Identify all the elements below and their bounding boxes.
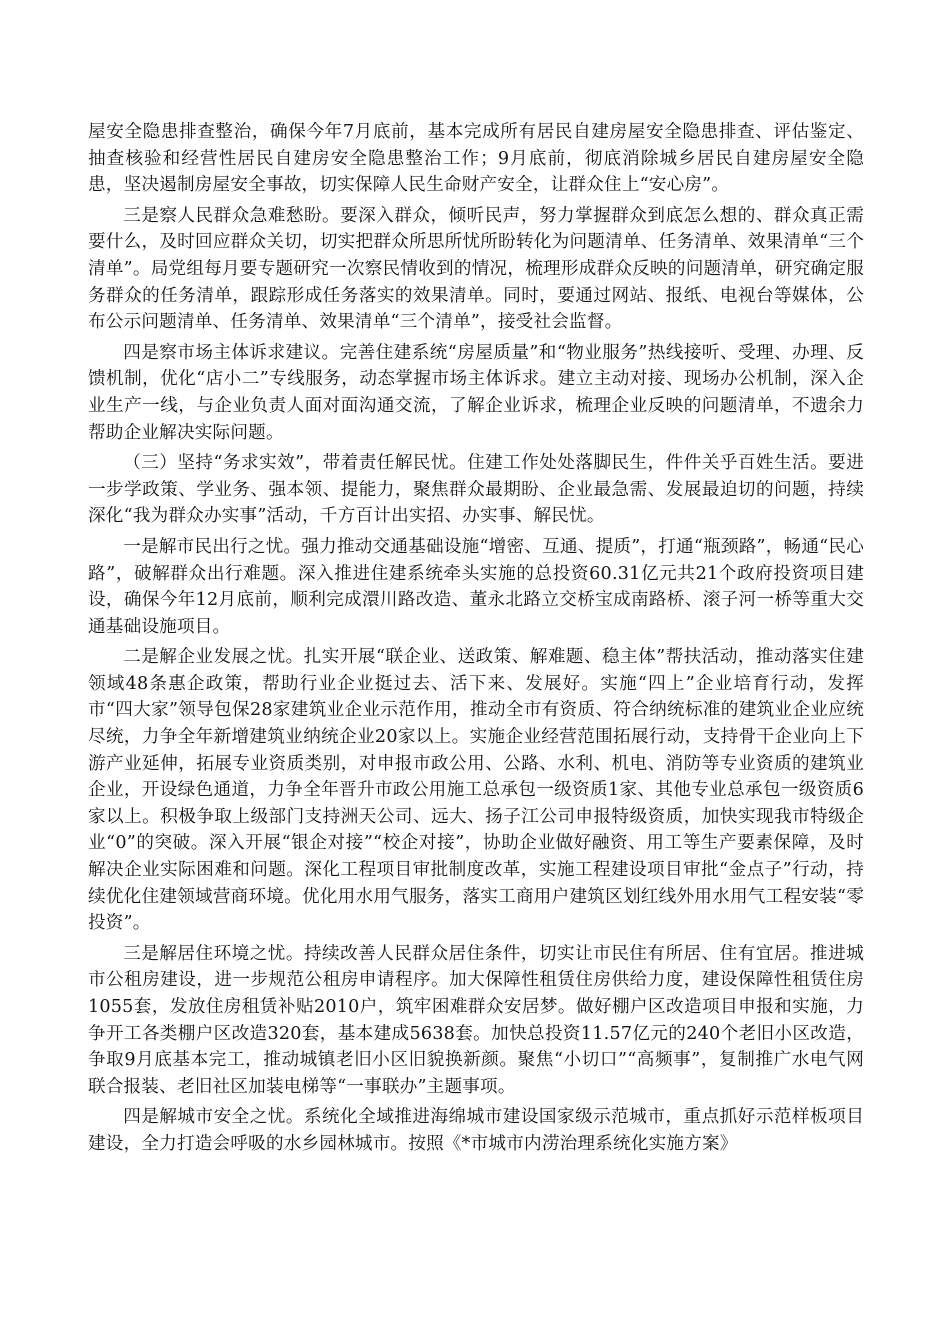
body-paragraph: （三）坚持“务求实效”，带着责任解民忧。住建工作处处落脚民生，件件关乎百姓生活。要进一步学政策、学业务、强本领、提能力，聚焦群众最期盼、企业最急需、发展最迫切的问题，持续深化“我为群众办实事”活动，千方百计出实招、办实事、解民忧。 — [88, 453, 864, 527]
body-paragraph: 三是察人民群众急难愁盼。要深入群众，倾听民声，努力掌握群众到底怎么想的、群众真正需要什么，及时回应群众关切，切实把群众所思所忧所盼转化为问题清单、任务清单、效果清单“三个清单”。局党组每月要专题研究一次察民情收到的情况，梳理形成群众反映的问题清单，研究确定服务群众的任务清单，跟踪形成任务落实的效果清单。同时，要通过网站、报纸、电视台等媒体，公布公示问题清单、任务清单、效果清单“三个清单”，接受社会监督。 — [88, 205, 864, 333]
body-paragraph: 二是解企业发展之忧。扎实开展“联企业、送政策、解难题、稳主体”帮扶活动，推动落实住建领域48条惠企政策，帮助行业企业挺过去、活下来、发展好。实施“四上”企业培育行动，发挥市“四大家”领导包保28家建筑业企业示范作用，推动全市有资质、符合纳统标准的建筑业企业应统尽统，力争全年新增建筑业纳统企业20家以上。实施企业经营范围拓展行动，支持骨干企业向上下游产业延伸，拓展专业资质类别，对申报市政公用、公路、水利、机电、消防等专业资质的建筑业企业，开设绿色通道，力争全年晋升市政公用施工总承包一级资质1家、其他专业总承包一级资质6家以上。积极争取上级部门支持洲天公司、远大、扬子江公司申报特级资质，加快实现我市特级企业“0”的突破。深入开展“银企对接”“校企对接”，协助企业做好融资、用工等生产要素保障，及时解决企业实际困难和问题。深化工程项目审批制度改革，实施工程建设项目审批“金点子”行动，持续优化住建领域营商环境。优化用水用气服务，落实工商用户建筑区划红线外用水用气工程安装“零投资”。 — [88, 647, 864, 934]
body-paragraph: 一是解市民出行之忧。强力推动交通基础设施“增密、互通、提质”，打通“瓶颈路”，畅通“民心路”，破解群众出行难题。深入推进住建系统牵头实施的总投资60.31亿元共21个政府投资项目建设，确保今年12月底前，顺利完成澴川路改造、董永北路立交桥宝成南路桥、滚子河一桥等重大交通基础设施项目。 — [88, 536, 864, 637]
body-paragraph: 三是解居住环境之忧。持续改善人民群众居住条件，切实让市民住有所居、住有宜居。推进城市公租房建设，进一步规范公租房申请程序。加大保障性租赁住房供给力度，建设保障性租赁住房1055套，发放住房租赁补贴2010户，筑牢困难群众安居梦。做好棚户区改造项目申报和实施，力争开工各类棚户区改造320套，基本建成5638套。加快总投资11.57亿元的240个老旧小区改造，争取9月底基本完工，推动城镇老旧小区旧貌换新颜。聚焦“小切口”“高频事”，复制推广水电气网联合报装、老旧社区加装电梯等“一事联办”主题事项。 — [88, 943, 864, 1097]
body-paragraph: 四是解城市安全之忧。系统化全域推进海绵城市建设国家级示范城市，重点抓好示范样板项目建设，全力打造会呼吸的水乡园林城市。按照《*市城市内涝治理系统化实施方案》 — [88, 1107, 864, 1154]
body-paragraph: 屋安全隐患排查整治，确保今年7月底前，基本完成所有居民自建房屋安全隐患排查、评估鉴定、抽查核验和经营性居民自建房安全隐患整治工作；9月底前，彻底消除城乡居民自建房屋安全隐患，坚决遏制房屋安全事故，切实保障人民生命财产安全，让群众住上“安心房”。 — [88, 122, 864, 196]
document-body — [88, 119, 864, 1162]
body-paragraph: 四是察市场主体诉求建议。完善住建系统“房屋质量”和“物业服务”热线接听、受理、办理、反馈机制，优化“店小二”专线服务，动态掌握市场主体诉求。建立主动对接、现场办公机制，深入企业生产一线，与企业负责人面对面沟通交流，了解企业诉求，梳理企业反映的问题清单，不遗余力帮助企业解决实际问题。 — [88, 342, 864, 443]
